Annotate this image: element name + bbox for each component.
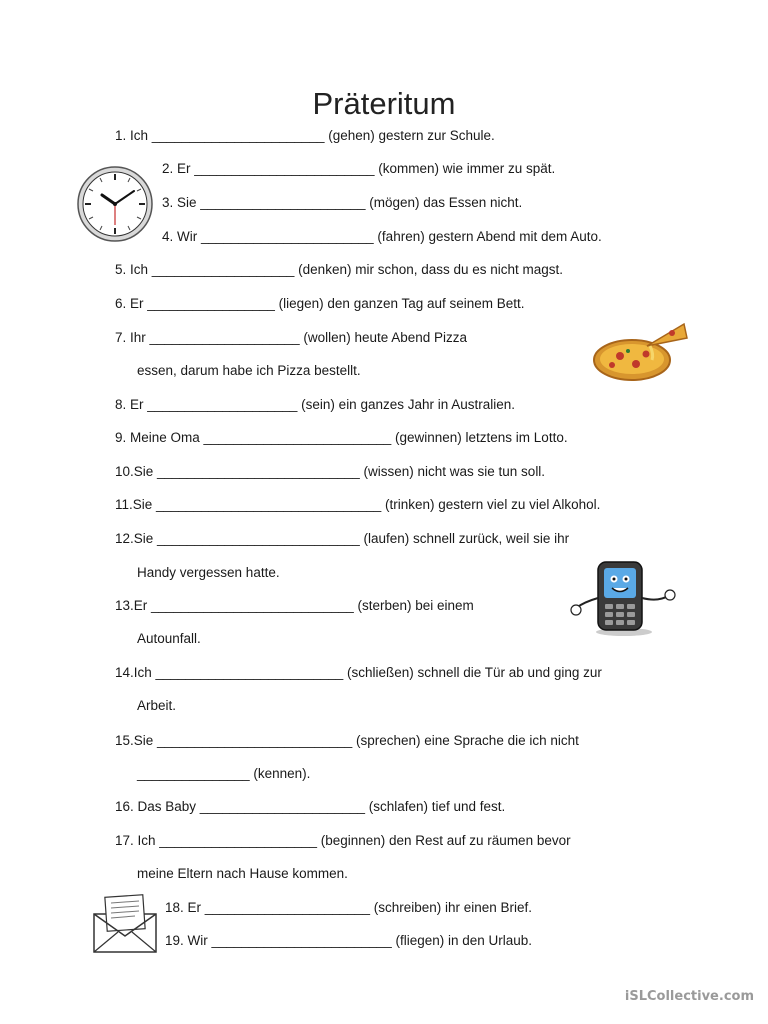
item-7-continued: essen, darum habe ich Pizza bestellt. [137,363,361,378]
item-16: 16. Das Baby ______________________ (schlafen) tief und fest. [115,799,506,814]
page-title: Präteritum [312,86,456,121]
item-13-continued: Autounfall. [137,631,201,646]
item-6: 6. Er _________________ (liegen) den ganzen Tag auf seinem Bett. [115,296,525,311]
item-11: 11.Sie ______________________________ (trinken) gestern viel zu viel Alkohol. [115,497,601,512]
item-15: 15.Sie __________________________ (sprechen) eine Sprache die ich nicht [115,733,579,748]
item-1: 1. Ich _______________________ (gehen) gestern zur Schule. [115,128,495,143]
item-4: 4. Wir _______________________ (fahren) gestern Abend mit dem Auto. [162,229,602,244]
item-14-continued: Arbeit. [137,698,177,713]
item-15-continued: _______________ (kennen). [137,766,311,781]
watermark-footer: iSLCollective.com [624,989,754,1004]
item-8: 8. Er ____________________ (sein) ein ganzes Jahr in Australien. [115,397,516,412]
item-17-continued: meine Eltern nach Hause kommen. [137,866,348,881]
pizza-icon [592,316,690,384]
item-7: 7. Ihr ____________________ (wollen) heute Abend Pizza [115,330,468,345]
item-3: 3. Sie ______________________ (mögen) das Essen nicht. [162,195,523,210]
item-18: 18. Er ______________________ (schreiben) ihr einen Brief. [165,900,533,915]
envelope-icon [90,890,160,956]
item-12-continued: Handy vergessen hatte. [137,565,280,580]
item-10: 10.Sie ___________________________ (wissen) nicht was sie tun soll. [115,464,546,479]
item-9: 9. Meine Oma _________________________ (gewinnen) letztens im Lotto. [115,430,568,445]
item-2: 2. Er ________________________ (kommen) wie immer zu spät. [162,161,556,176]
clock-icon [76,165,154,243]
item-17: 17. Ich _____________________ (beginnen) den Rest auf zu räumen bevor [115,833,571,848]
item-19: 19. Wir ________________________ (fliegen) in den Urlaub. [165,933,533,948]
item-5: 5. Ich ___________________ (denken) mir schon, dass du es nicht magst. [115,262,564,277]
item-13: 13.Er ___________________________ (sterben) bei einem [115,598,474,613]
item-14: 14.Ich _________________________ (schließen) schnell die Tür ab und ging zur [115,665,602,680]
item-12: 12.Sie ___________________________ (laufen) schnell zurück, weil sie ihr [115,531,570,546]
phone-icon [570,558,678,638]
